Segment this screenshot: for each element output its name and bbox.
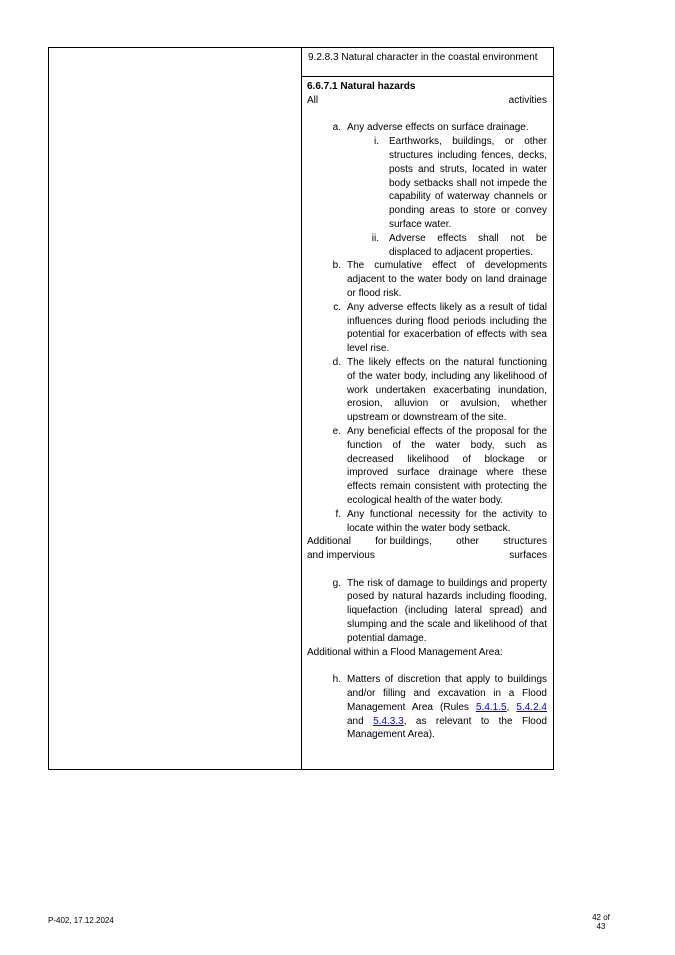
row-divider — [301, 76, 553, 77]
additional-flood-line: Additional within a Flood Management Area: — [307, 646, 503, 658]
item-text: Any functional necessity for the activity to locate within the water body setback. — [347, 508, 547, 534]
item-label: f. — [335, 508, 341, 520]
page-of: 42 of — [592, 913, 610, 922]
list-item-h — [307, 673, 547, 742]
item-text: The cumulative effect of developments adjacent to the water body on land drainage or flood risk. — [347, 260, 547, 299]
subitem-label: i. — [374, 136, 379, 148]
item-label: b. — [332, 260, 341, 272]
separator: , — [506, 701, 517, 713]
additional-buildings-line-1 — [307, 535, 547, 549]
list-item-e — [307, 425, 547, 508]
additional-text: for buildings, — [375, 536, 432, 548]
item-h-text-end: , as relevant to the Flood Management Area). — [347, 715, 547, 741]
top-cell-text: 9.2.8.3 Natural character in the coastal environment — [308, 52, 538, 63]
additional-text: Additional — [307, 536, 351, 548]
list-item-c — [307, 301, 547, 356]
list-item-f — [307, 508, 547, 536]
item-label: e. — [332, 425, 341, 437]
rule-link-5-4-1-5[interactable]: 5.4.1.5 — [475, 701, 507, 713]
item-text — [347, 673, 547, 742]
separator: and — [347, 715, 374, 727]
intro-line — [307, 94, 547, 108]
item-text: Any adverse effects on surface drainage. — [347, 122, 529, 134]
additional-text: and impervious — [307, 550, 375, 562]
intro-right: activities — [508, 94, 547, 106]
item-text: Any adverse effects likely as a result of tidal influences during flood periods including the potential for exacerbation of effects with sea level rise. — [347, 301, 547, 355]
rules-table — [48, 47, 554, 770]
additional-text: surfaces — [509, 550, 547, 562]
item-label: a. — [332, 122, 341, 134]
page-total: 43 — [596, 922, 606, 931]
sublist-item-i — [307, 135, 547, 232]
item-label: c. — [333, 301, 341, 313]
item-label: g. — [332, 577, 341, 589]
item-label: h. — [332, 674, 341, 686]
additional-text: structures — [503, 536, 547, 548]
subitem-text: Earthworks, buildings, or other structures including fences, decks, posts and struts, located in water body setbacks shall not impede the capability of waterway channels or ponding areas to store or convey surface water. — [389, 136, 547, 230]
rule-link-5-4-3-3[interactable]: 5.4.3.3 — [373, 715, 404, 727]
section-heading: 6.6.7.1 Natural hazards — [307, 81, 416, 92]
additional-text: other — [456, 536, 479, 548]
subitem-text: Adverse effects shall not be displaced to adjacent properties. — [389, 232, 547, 258]
item-text: Any beneficial effects of the proposal for the function of the water body, such as decreased likelihood of blockage or improved surface drainage where these effects remain consistent with protecting the ecological health of the water body. — [347, 425, 547, 506]
item-h-text: Matters of discretion that apply to buildings and/or filling and excavation in a Flood Management Area (Rules — [347, 674, 547, 713]
list-item-a — [307, 121, 547, 135]
natural-hazards-cell — [307, 80, 547, 742]
item-label: d. — [332, 356, 341, 368]
rule-link-5-4-2-4[interactable]: 5.4.2.4 — [516, 701, 547, 713]
intro-left: All — [307, 94, 319, 106]
list-item-g — [307, 577, 547, 646]
list-item-b — [307, 259, 547, 300]
list-item-d — [307, 356, 547, 425]
doc-reference: P-402, 17.12.2024 — [48, 916, 114, 925]
column-divider — [301, 48, 302, 769]
page-number — [576, 913, 626, 931]
item-text: The likely effects on the natural functioning of the water body, including any likelihood of work undertaken exacerbating inundation, erosion, alluvion or avulsion, whether upstream or downstream of the site. — [347, 356, 547, 424]
subitem-label: ii. — [371, 232, 379, 244]
sublist-item-ii — [307, 232, 547, 260]
item-text: The risk of damage to buildings and property posed by natural hazards including flooding, liquefaction (including lateral spread) and slumping and the scale and likelihood of that potential damage. — [347, 577, 547, 644]
additional-buildings-line-2 — [307, 549, 547, 563]
